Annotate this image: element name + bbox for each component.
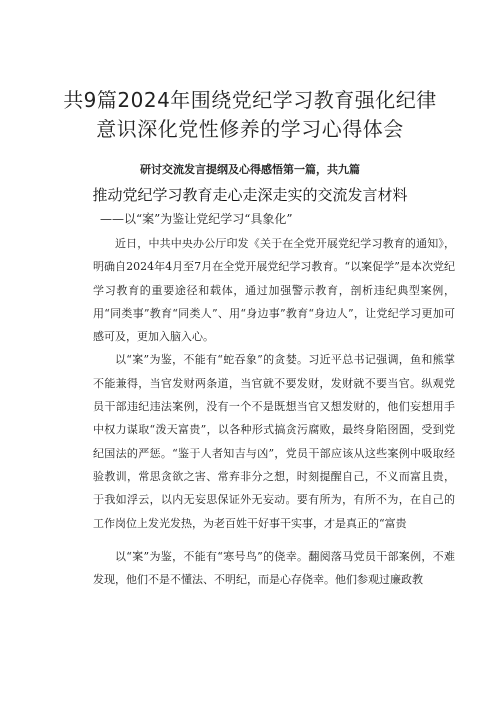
paragraph: 近日，中共中央办公厅印发《关于在全党开展党纪学习教育的通知》，明确自2024年4月至7月在全党开展党纪学习教育。“以案促学”是本次党纪学习教育的重要途径和载体，通过加强警示教育，剖析违纪典型案例，用“同类事”教育“同类人”、用“身边事”教育“身边人”，让党纪学习更加可感可及，更加入脑入心。 [93, 237, 455, 344]
paragraph: 以“案”为鉴，不能有“寒号鸟”的侥幸。翻阅落马党员干部案例，不难发现，他们不是不懂法、不明纪，而是心存侥幸。他们参观过廉政教 [93, 549, 455, 587]
document-body [93, 232, 455, 591]
section-tagline: ——以“案”为鉴让党纪学习“具象化” [100, 212, 293, 226]
document-title: 共9篇2024年围绕党纪学习教育强化纪律意识深化党性修养的学习心得体会 [63, 88, 437, 141]
document-subtitle: 研讨交流发言提纲及心得感悟第一篇，共九篇 [140, 163, 360, 176]
paragraph: 以“案”为鉴，不能有“蛇吞象”的贪婪。习近平总书记强调，鱼和熊掌不能兼得，当官发财两条道，当官就不要发财，发财就不要当官。纵观党员干部违纪违法案例，没有一个不是既想当官又想发财的，他们妄想用手中权力谋取“泼天富贵”，以各种形式搞贪污腐败，最终身陷囹圄，受到党纪国法的严惩。“鉴于人者知吉与凶”，党员干部应该从这些案例中吸取经验教训，常思贪欲之害、常弃非分之想，时刻提醒自己，不义而富且贵，于我如浮云，以内无妄思保证外无妄动。要有所为，有所不为，在自己的工作岗位上发光发热，为老百姓干好事干实事，才是真正的“富贵 [93, 353, 455, 530]
section-heading: 推动党纪学习教育走心走深走实的交流发言材料 [92, 186, 408, 204]
